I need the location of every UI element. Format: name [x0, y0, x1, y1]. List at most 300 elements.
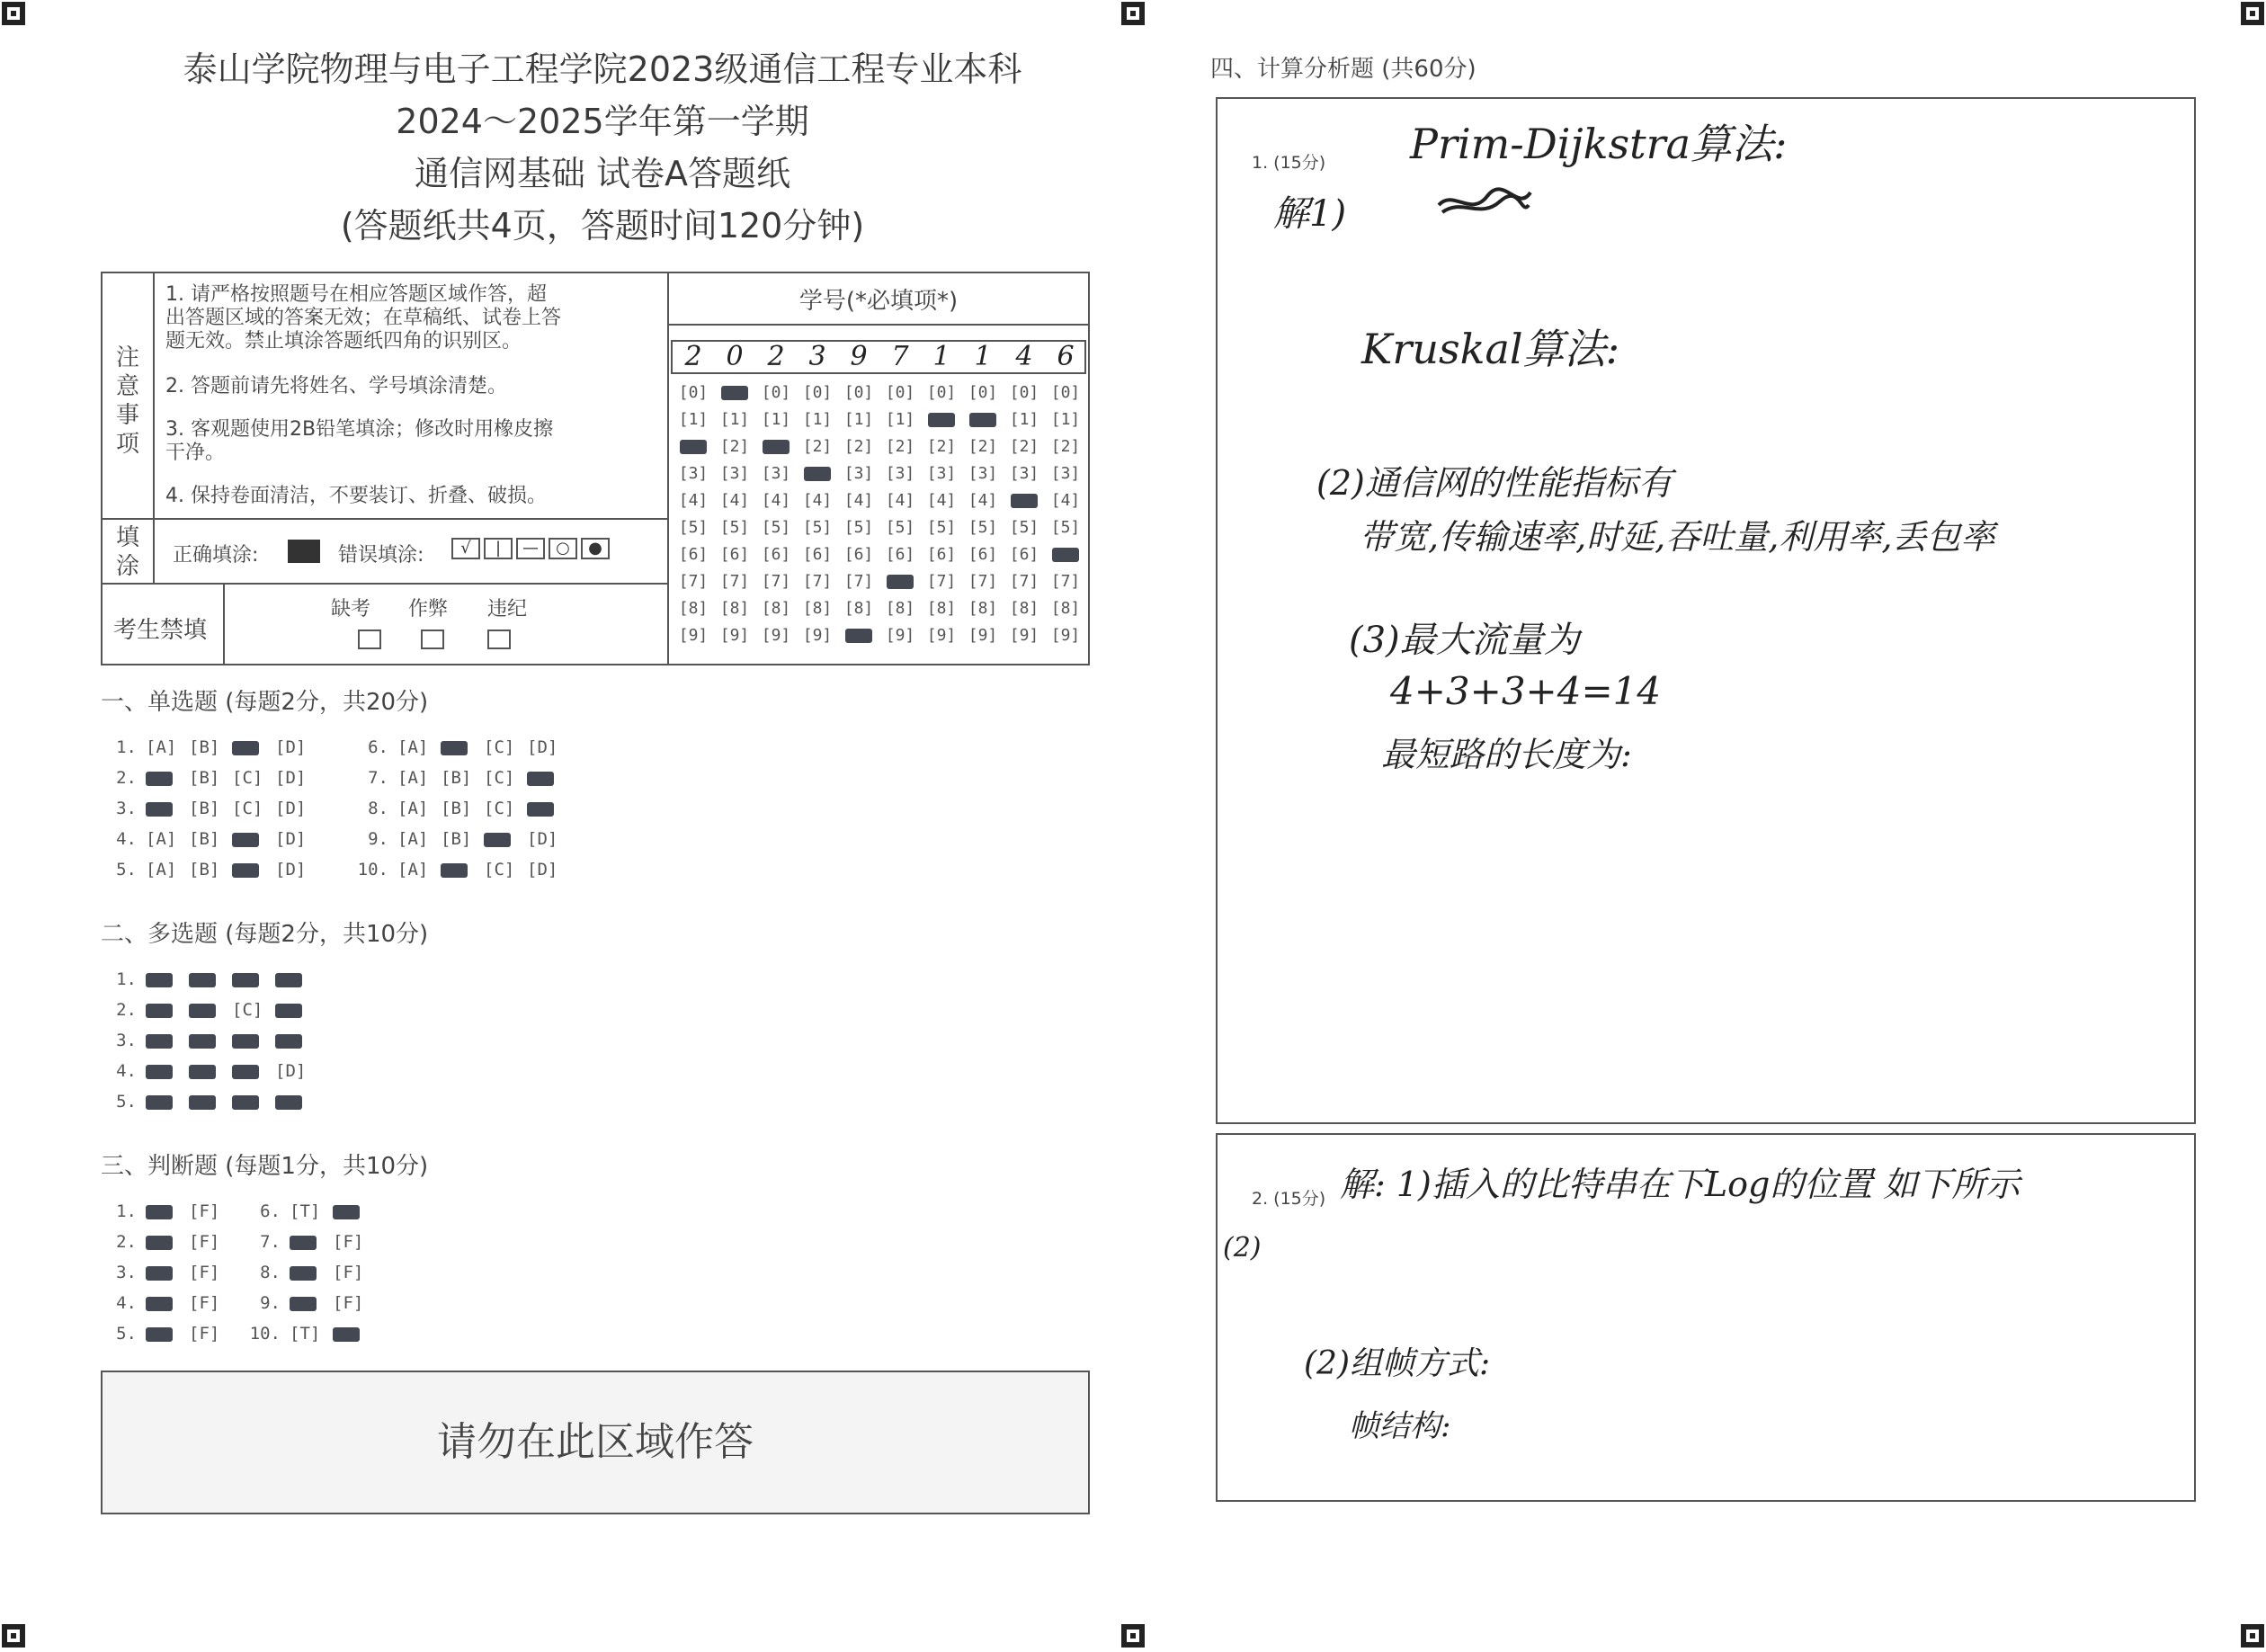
filled-mark: [527, 772, 554, 786]
notice-line: 3. 客观题使用2B铅笔填涂；修改时用橡皮擦: [165, 418, 554, 441]
section3-title: 三、判断题 (每题1分，共10分): [101, 1153, 429, 1180]
option-filled[interactable]: [189, 1092, 232, 1112]
option-bubble[interactable]: [B]: [441, 768, 472, 788]
id-bubble[interactable]: [6]: [802, 545, 833, 564]
option-bubble[interactable]: [A]: [146, 737, 177, 757]
no-answer-area: [101, 1371, 1090, 1514]
filled-mark: [189, 1004, 216, 1018]
id-bubble[interactable]: [5]: [1009, 518, 1039, 537]
question-row: [101, 1263, 232, 1282]
id-bubble[interactable]: [4]: [719, 491, 750, 510]
option-filled[interactable]: [146, 969, 189, 989]
option-bubble[interactable]: [D]: [527, 737, 558, 757]
divider: [153, 520, 155, 585]
id-bubble-filled[interactable]: [1004, 487, 1045, 514]
id-bubble[interactable]: [6]: [843, 545, 874, 564]
id-bubble[interactable]: [3]: [678, 464, 709, 483]
question-row: [101, 737, 318, 757]
filled-mark: [146, 1095, 173, 1110]
filled-mark: [290, 1266, 317, 1281]
id-bubble[interactable]: [5]: [926, 518, 957, 537]
id-bubble[interactable]: [3]: [1050, 464, 1081, 483]
status-cheat-checkbox[interactable]: [421, 630, 444, 649]
option-bubble[interactable]: [B]: [189, 737, 220, 757]
id-bubble[interactable]: [4]: [843, 491, 874, 510]
id-bubble[interactable]: [5]: [719, 518, 750, 537]
header-course: 通信网基础 试卷A答题纸: [414, 154, 791, 193]
option-bubble[interactable]: [F]: [333, 1232, 364, 1252]
id-bubble[interactable]: [9]: [678, 626, 709, 645]
status-absent-checkbox[interactable]: [358, 630, 381, 649]
id-bubble[interactable]: [8]: [1009, 599, 1039, 618]
option-bubble[interactable]: [B]: [441, 799, 472, 818]
id-bubble-filled[interactable]: [921, 406, 962, 433]
id-bubble[interactable]: [7]: [843, 572, 874, 591]
id-digit: 0: [726, 341, 744, 372]
wrong-mark: √: [451, 538, 480, 559]
id-bubble[interactable]: [9]: [719, 626, 750, 645]
option-filled[interactable]: [232, 829, 275, 849]
q2-hand-part2-marker: (2): [1223, 1232, 1262, 1264]
question-number: 1.: [116, 969, 137, 989]
id-bubble[interactable]: [7]: [926, 572, 957, 591]
question-number: 9.: [260, 1293, 281, 1313]
question-number: 2.: [116, 768, 137, 788]
option-filled[interactable]: [333, 1201, 376, 1221]
id-bubble[interactable]: [8]: [926, 599, 957, 618]
filled-mark: [189, 1034, 216, 1049]
id-digit: 1: [974, 341, 992, 372]
id-bubble[interactable]: [0]: [761, 383, 791, 402]
id-bubble[interactable]: [8]: [885, 599, 915, 618]
question-number: 10.: [357, 860, 388, 880]
id-bubble-row: [673, 541, 1086, 568]
option-bubble[interactable]: [F]: [333, 1263, 364, 1282]
option-filled[interactable]: [232, 1031, 275, 1050]
id-bubble[interactable]: [1]: [1050, 410, 1081, 429]
question-number: 6.: [260, 1201, 281, 1221]
option-filled[interactable]: [484, 829, 527, 849]
filled-mark: [232, 863, 259, 878]
id-bubble[interactable]: [4]: [926, 491, 957, 510]
status-absent: 缺考: [331, 598, 371, 621]
q1-hand-prim: Prim-Dijkstra算法:: [1410, 120, 1788, 168]
option-filled[interactable]: [189, 1000, 232, 1020]
header-school: 泰山学院物理与电子工程学院2023级通信工程专业本科: [183, 49, 1022, 89]
id-bubble[interactable]: [7]: [761, 572, 791, 591]
id-digit: 4: [1015, 341, 1033, 372]
option-filled[interactable]: [275, 969, 318, 989]
question-row: [352, 737, 570, 757]
id-bubble[interactable]: [0]: [1050, 383, 1081, 402]
fill-correct-label: 正确填涂:: [173, 544, 259, 567]
id-bubble[interactable]: [5]: [678, 518, 709, 537]
q2-label: 2. (15分): [1252, 1189, 1326, 1209]
filled-mark: [146, 1034, 173, 1049]
option-filled[interactable]: [527, 768, 570, 788]
filled-mark: [146, 1004, 173, 1018]
section1-title: 一、单选题 (每题2分，共20分): [101, 689, 429, 716]
filled-mark: [484, 833, 511, 847]
option-bubble[interactable]: [D]: [275, 768, 307, 788]
filled-mark: [232, 1095, 259, 1110]
id-bubble[interactable]: [5]: [761, 518, 791, 537]
id-bubble-filled[interactable]: [838, 622, 879, 649]
id-bubble[interactable]: [4]: [1050, 491, 1081, 510]
id-bubble[interactable]: [5]: [802, 518, 833, 537]
option-bubble[interactable]: [F]: [189, 1324, 220, 1344]
question-number: 3.: [116, 1263, 137, 1282]
id-bubble[interactable]: [6]: [1009, 545, 1039, 564]
option-filled[interactable]: [527, 799, 570, 818]
option-bubble[interactable]: [D]: [275, 860, 307, 880]
id-bubble[interactable]: [3]: [1009, 464, 1039, 483]
id-bubble[interactable]: [4]: [885, 491, 915, 510]
question-number: 8.: [260, 1263, 281, 1282]
option-bubble[interactable]: [C]: [484, 737, 515, 757]
question-row: [352, 829, 570, 849]
question-row: [352, 799, 570, 818]
option-filled[interactable]: [232, 1092, 275, 1112]
id-bubble[interactable]: [2]: [885, 437, 915, 456]
id-bubble[interactable]: [1]: [802, 410, 833, 429]
wrong-mark: —: [516, 538, 545, 559]
option-bubble[interactable]: [B]: [189, 860, 220, 880]
id-bubble[interactable]: [6]: [885, 545, 915, 564]
id-bubble[interactable]: [9]: [1050, 626, 1081, 645]
option-filled[interactable]: [146, 1061, 189, 1081]
status-violation-checkbox[interactable]: [487, 630, 511, 649]
filled-mark: [275, 1095, 302, 1110]
question-row: [245, 1324, 376, 1344]
corner-mark-top-right: [2241, 2, 2264, 25]
option-filled[interactable]: [189, 1031, 232, 1050]
option-filled[interactable]: [146, 1092, 189, 1112]
q1-hand-maxflow: 4+3+3+4=14: [1390, 669, 1662, 713]
option-filled[interactable]: [290, 1263, 333, 1282]
option-bubble[interactable]: [A]: [397, 737, 429, 757]
id-bubble[interactable]: [8]: [719, 599, 750, 618]
no-answer-text: 请勿在此区域作答: [437, 1419, 754, 1465]
filled-mark: [721, 386, 748, 400]
notice-line: 2. 答题前请先将姓名、学号填涂清楚。: [165, 375, 507, 397]
id-bubble[interactable]: [2]: [719, 437, 750, 456]
id-bubble-filled[interactable]: [879, 568, 921, 595]
q1-scribble: [1435, 185, 1534, 219]
corner-mark-bottom-left: [2, 1624, 25, 1648]
option-bubble[interactable]: [C]: [484, 799, 515, 818]
fill-correct-sample: [288, 540, 320, 563]
id-bubble[interactable]: [6]: [926, 545, 957, 564]
scribble-mark: [1435, 185, 1534, 221]
id-bubble[interactable]: [8]: [761, 599, 791, 618]
filled-mark: [441, 863, 468, 878]
option-bubble[interactable]: [F]: [189, 1201, 220, 1221]
id-bubble[interactable]: [6]: [968, 545, 998, 564]
option-filled[interactable]: [275, 1031, 318, 1050]
option-bubble[interactable]: [B]: [189, 829, 220, 849]
id-bubble[interactable]: [1]: [885, 410, 915, 429]
id-bubble[interactable]: [6]: [678, 545, 709, 564]
id-bubble[interactable]: [0]: [1009, 383, 1039, 402]
option-filled[interactable]: [146, 1293, 189, 1313]
wrong-mark: |: [484, 538, 513, 559]
id-bubble[interactable]: [2]: [843, 437, 874, 456]
option-filled[interactable]: [146, 799, 189, 818]
id-bubble[interactable]: [4]: [968, 491, 998, 510]
id-bubble-row: [673, 487, 1086, 514]
option-filled[interactable]: [232, 1061, 275, 1081]
option-bubble[interactable]: [A]: [146, 829, 177, 849]
question-row: [101, 1000, 318, 1020]
question-number: 5.: [116, 1092, 137, 1112]
option-filled[interactable]: [441, 737, 484, 757]
option-bubble[interactable]: [F]: [189, 1263, 220, 1282]
id-bubble[interactable]: [0]: [802, 383, 833, 402]
option-bubble[interactable]: [A]: [397, 799, 429, 818]
option-bubble[interactable]: [C]: [232, 1000, 263, 1020]
option-bubble[interactable]: [B]: [189, 799, 220, 818]
id-bubble[interactable]: [5]: [1050, 518, 1081, 537]
question-row: [101, 969, 318, 989]
question-row: [101, 1201, 232, 1221]
filled-mark: [146, 973, 173, 987]
option-bubble[interactable]: [D]: [275, 737, 307, 757]
question-number: 3.: [116, 1031, 137, 1050]
id-bubble[interactable]: [1]: [719, 410, 750, 429]
q1-label: 1. (15分): [1252, 153, 1326, 173]
question-row: [101, 1293, 232, 1313]
id-bubble[interactable]: [6]: [761, 545, 791, 564]
id-bubble[interactable]: [2]: [926, 437, 957, 456]
status-cheat: 作弊: [408, 598, 449, 621]
id-bubble[interactable]: [0]: [926, 383, 957, 402]
filled-mark: [146, 1327, 173, 1342]
id-digit: 3: [808, 341, 826, 372]
header-info: (答题纸共4页，答题时间120分钟): [340, 206, 865, 246]
fill-label: 填 涂: [115, 524, 139, 580]
option-bubble[interactable]: [F]: [333, 1293, 364, 1313]
option-bubble[interactable]: [D]: [275, 799, 307, 818]
option-bubble[interactable]: [A]: [397, 860, 429, 880]
id-bubble[interactable]: [4]: [678, 491, 709, 510]
student-id-label: 学号(*必填项*): [798, 288, 959, 315]
question-number: 6.: [368, 737, 388, 757]
id-bubble-filled[interactable]: [797, 460, 838, 487]
question-row: [101, 1061, 318, 1081]
id-bubble[interactable]: [5]: [968, 518, 998, 537]
option-bubble[interactable]: [F]: [189, 1232, 220, 1252]
id-bubble-row: [673, 568, 1086, 595]
id-bubble[interactable]: [9]: [926, 626, 957, 645]
id-bubble[interactable]: [2]: [1009, 437, 1039, 456]
option-bubble[interactable]: [B]: [189, 768, 220, 788]
id-bubble[interactable]: [7]: [802, 572, 833, 591]
filled-mark: [887, 575, 914, 589]
id-bubble[interactable]: [7]: [1050, 572, 1081, 591]
option-filled[interactable]: [146, 1232, 189, 1252]
option-filled[interactable]: [146, 1201, 189, 1221]
divider: [101, 583, 667, 585]
option-bubble[interactable]: [B]: [441, 829, 472, 849]
option-bubble[interactable]: [D]: [275, 829, 307, 849]
wrong-mark: ●: [581, 538, 610, 559]
id-bubble[interactable]: [3]: [885, 464, 915, 483]
id-bubble[interactable]: [3]: [719, 464, 750, 483]
option-bubble[interactable]: [D]: [527, 829, 558, 849]
option-filled[interactable]: [275, 1000, 318, 1020]
id-bubble[interactable]: [9]: [802, 626, 833, 645]
question-number: 2.: [116, 1000, 137, 1020]
divider: [667, 324, 1090, 326]
id-bubble[interactable]: [4]: [761, 491, 791, 510]
filled-mark: [146, 1266, 173, 1281]
id-bubble[interactable]: [6]: [719, 545, 750, 564]
question-number: 5.: [116, 860, 137, 880]
id-bubble[interactable]: [9]: [1009, 626, 1039, 645]
id-bubble-filled[interactable]: [714, 380, 755, 406]
answer-box-q1[interactable]: [1216, 97, 2196, 1124]
id-bubble-row: [673, 622, 1086, 649]
question-row: [352, 860, 570, 880]
filled-mark: [146, 1065, 173, 1079]
id-bubble[interactable]: [7]: [678, 572, 709, 591]
option-filled[interactable]: [232, 737, 275, 757]
id-bubble[interactable]: [7]: [719, 572, 750, 591]
option-bubble[interactable]: [T]: [290, 1201, 321, 1221]
exam-status-label: 考生禁填: [113, 617, 208, 644]
option-bubble[interactable]: [A]: [397, 768, 429, 788]
corner-mark-top-left: [2, 2, 25, 25]
question-row: [352, 768, 570, 788]
id-bubble[interactable]: [0]: [843, 383, 874, 402]
id-bubble-filled[interactable]: [673, 433, 714, 460]
option-filled[interactable]: [290, 1232, 333, 1252]
q1-hand-kruskal: Kruskal算法:: [1361, 325, 1620, 373]
question-number: 4.: [116, 1293, 137, 1313]
filled-mark: [189, 1095, 216, 1110]
id-bubble[interactable]: [1]: [678, 410, 709, 429]
status-violation: 违纪: [487, 598, 528, 621]
option-bubble[interactable]: [C]: [232, 768, 263, 788]
id-bubble[interactable]: [5]: [885, 518, 915, 537]
option-filled[interactable]: [146, 1000, 189, 1020]
id-bubble[interactable]: [3]: [843, 464, 874, 483]
id-bubble[interactable]: [3]: [926, 464, 957, 483]
id-bubble[interactable]: [2]: [1050, 437, 1081, 456]
question-row: [245, 1293, 376, 1313]
id-bubble[interactable]: [8]: [1050, 599, 1081, 618]
option-bubble[interactable]: [T]: [290, 1324, 321, 1344]
option-filled[interactable]: [146, 1263, 189, 1282]
option-filled[interactable]: [441, 860, 484, 880]
id-bubble[interactable]: [7]: [1009, 572, 1039, 591]
question-number: 3.: [116, 799, 137, 818]
filled-mark: [232, 973, 259, 987]
id-digit: 7: [891, 341, 909, 372]
id-bubble-filled[interactable]: [962, 406, 1004, 433]
id-bubble[interactable]: [4]: [802, 491, 833, 510]
id-bubble[interactable]: [1]: [761, 410, 791, 429]
id-bubble[interactable]: [2]: [968, 437, 998, 456]
filled-mark: [146, 802, 173, 817]
question-row: [101, 799, 318, 818]
notice-line: 出答题区域的答案无效；在草稿纸、试卷上答: [165, 307, 562, 329]
option-bubble[interactable]: [D]: [275, 1061, 307, 1081]
filled-mark: [189, 973, 216, 987]
option-bubble[interactable]: [A]: [146, 860, 177, 880]
id-bubble[interactable]: [2]: [802, 437, 833, 456]
student-id-handwritten-row: [671, 340, 1086, 374]
option-filled[interactable]: [232, 860, 275, 880]
id-bubble[interactable]: [8]: [968, 599, 998, 618]
option-filled[interactable]: [333, 1324, 376, 1344]
id-bubble[interactable]: [0]: [678, 383, 709, 402]
id-bubble[interactable]: [3]: [968, 464, 998, 483]
id-bubble[interactable]: [8]: [843, 599, 874, 618]
option-bubble[interactable]: [F]: [189, 1293, 220, 1313]
option-bubble[interactable]: [C]: [484, 860, 515, 880]
divider: [223, 583, 225, 665]
filled-mark: [290, 1236, 317, 1250]
id-bubble-filled[interactable]: [755, 433, 797, 460]
id-bubble[interactable]: [9]: [968, 626, 998, 645]
question-row: [245, 1263, 376, 1282]
id-bubble[interactable]: [0]: [885, 383, 915, 402]
filled-mark: [969, 413, 996, 427]
section2-title: 二、多选题 (每题2分，共10分): [101, 921, 429, 948]
option-bubble[interactable]: [D]: [527, 860, 558, 880]
question-row: [245, 1232, 376, 1252]
option-filled[interactable]: [290, 1293, 333, 1313]
option-filled[interactable]: [189, 969, 232, 989]
id-bubble[interactable]: [9]: [761, 626, 791, 645]
question-number: 1.: [116, 737, 137, 757]
id-bubble-filled[interactable]: [1045, 541, 1086, 568]
option-filled[interactable]: [189, 1061, 232, 1081]
question-row: [245, 1201, 376, 1221]
option-filled[interactable]: [146, 1031, 189, 1050]
id-bubble-row: [673, 433, 1086, 460]
id-bubble[interactable]: [7]: [968, 572, 998, 591]
q1-hand-solution: 解1): [1273, 193, 1347, 235]
id-bubble[interactable]: [0]: [968, 383, 998, 402]
option-filled[interactable]: [275, 1092, 318, 1112]
option-bubble[interactable]: [C]: [232, 799, 263, 818]
student-id-bubble-grid: [673, 380, 1086, 649]
id-bubble[interactable]: [1]: [1009, 410, 1039, 429]
option-filled[interactable]: [232, 969, 275, 989]
id-bubble[interactable]: [5]: [843, 518, 874, 537]
option-filled[interactable]: [146, 768, 189, 788]
id-bubble[interactable]: [3]: [761, 464, 791, 483]
question-number: 7.: [260, 1232, 281, 1252]
q2-hand-framing: (2)组帧方式:: [1304, 1345, 1491, 1382]
id-bubble[interactable]: [9]: [885, 626, 915, 645]
filled-mark: [804, 467, 831, 481]
filled-mark: [441, 741, 468, 755]
section4-title: 四、计算分析题 (共60分): [1210, 56, 1476, 83]
option-filled[interactable]: [146, 1324, 189, 1344]
option-bubble[interactable]: [A]: [397, 829, 429, 849]
question-number: 9.: [368, 829, 388, 849]
divider: [153, 272, 155, 520]
id-bubble[interactable]: [8]: [802, 599, 833, 618]
id-digit: 9: [850, 341, 868, 372]
id-bubble[interactable]: [8]: [678, 599, 709, 618]
option-bubble[interactable]: [C]: [484, 768, 515, 788]
id-bubble[interactable]: [1]: [843, 410, 874, 429]
